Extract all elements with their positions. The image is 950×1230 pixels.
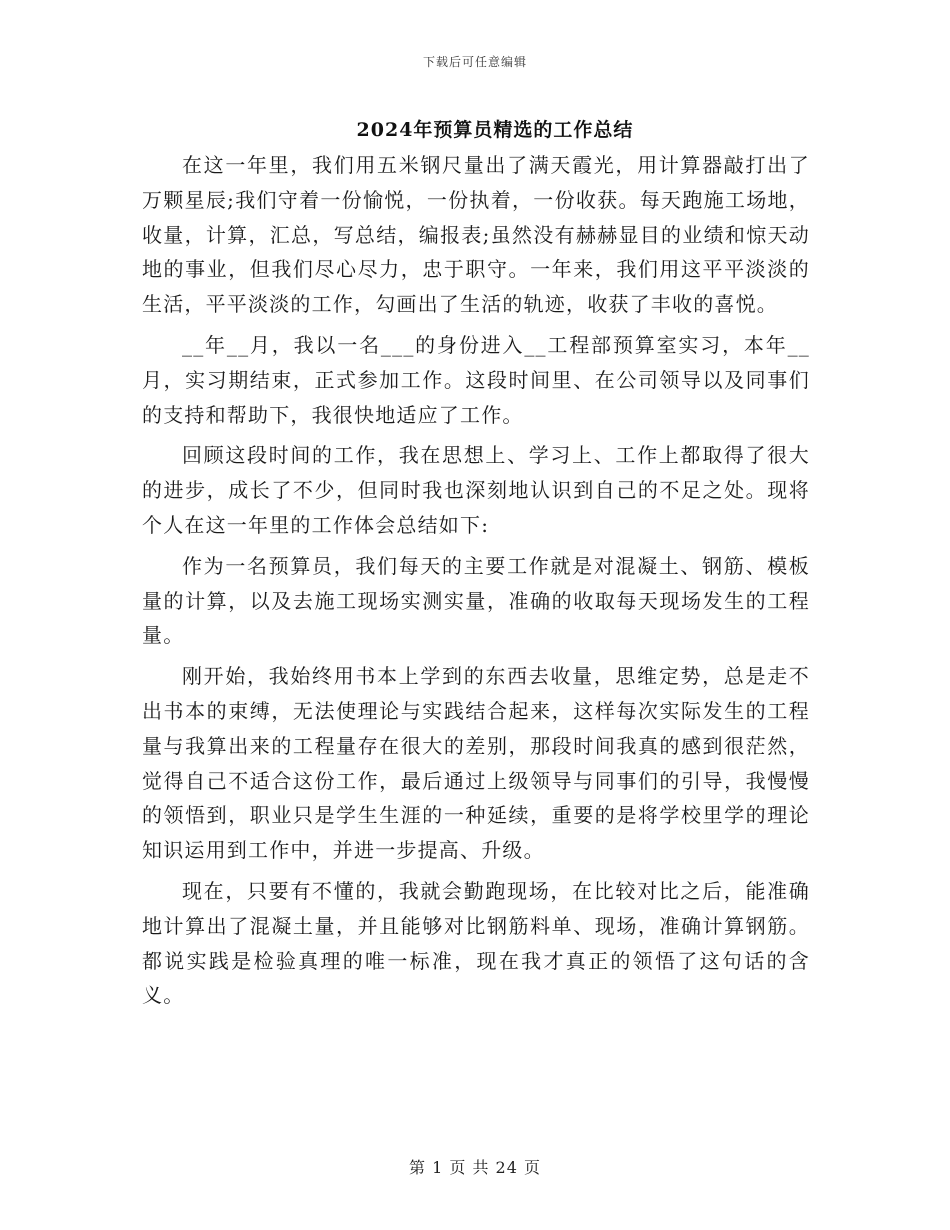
page-number: 第 1 页 共 24 页 — [409, 1158, 541, 1177]
paragraph: __年__月，我以一名___的身份进入__工程部预算室实习，本年__月，实习期结束，正式参加工作。这段时间里、在公司领导以及同事们的支持和帮助下，我很快地适应了工作。 — [142, 332, 810, 427]
paragraph: 作为一名预算员，我们每天的主要工作就是对混凝土、钢筋、模板量的计算，以及去施工现场实测实量，准确的收取每天现场发生的工程量。 — [142, 553, 810, 648]
document-body — [142, 148, 810, 1019]
paragraph: 回顾这段时间的工作，我在思想上、学习上、工作上都取得了很大的进步，成长了不少，但同时我也深刻地认识到自己的不足之处。现将个人在这一年里的工作体会总结如下: — [142, 443, 810, 537]
paragraph: 现在，只要有不懂的，我就会勤跑现场，在比较对比之后，能准确地计算出了混凝土量，并且能够对比钢筋料单、现场，准确计算钢筋。都说实践是检验真理的唯一标准，现在我才真正的领悟了这句话的含义。 — [142, 878, 810, 1008]
document-title: 2024年预算员精选的工作总结 — [356, 119, 634, 141]
paragraph: 刚开始，我始终用书本上学到的东西去收量，思维定势，总是走不出书本的束缚，无法使理论与实践结合起来，这样每次实际发生的工程量与我算出来的工程量存在很大的差别，那段时间我真的感到很茫然，觉得自己不适合这份工作，最后通过上级领导与同事们的引导，我慢慢的领悟到，职业只是学生生涯的一种延续，重要的是将学校里学的理论知识运用到工作中，并进一步提高、升级。 — [142, 664, 810, 863]
paragraph: 在这一年里，我们用五米钢尺量出了满天霞光，用计算器敲打出了万颗星辰;我们守着一份愉悦，一份执着，一份收获。每天跑施工场地，收量，计算，汇总，写总结，编报表;虽然没有赫赫显目的业绩和惊天动地的事业，但我们尽心尽力，忠于职守。一年来，我们用这平平淡淡的生活，平平淡淡的工作，勾画出了生活的轨迹，收获了丰收的喜悦。 — [142, 153, 810, 317]
header-note: 下载后可任意编辑 — [422, 55, 527, 69]
